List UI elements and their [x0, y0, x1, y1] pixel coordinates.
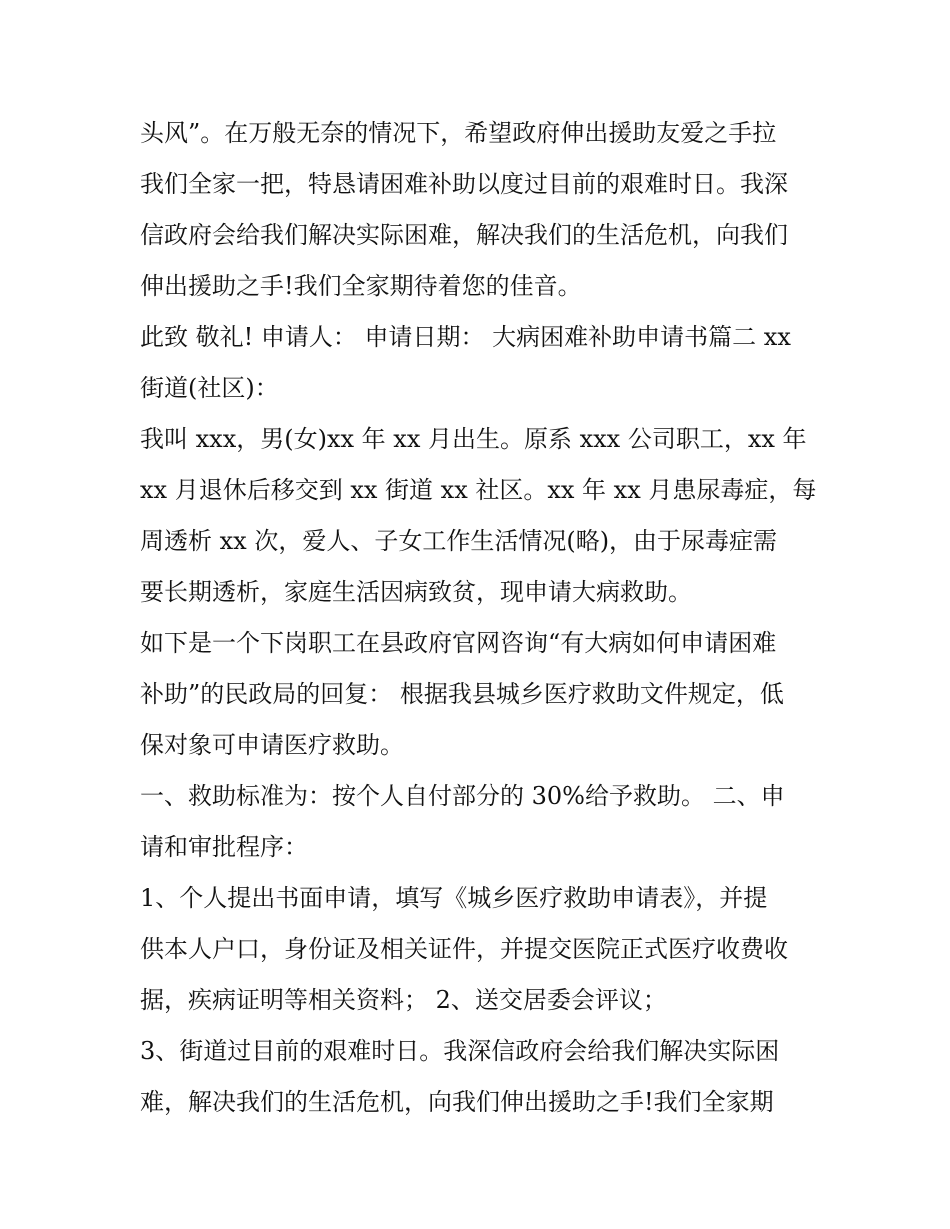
- text-line: 一、救助标准为：按个人自付部分的 30%给予救助。 二、申: [140, 782, 785, 810]
- text-line: 3、街道过目前的艰难时日。我深信政府会给我们解决实际困: [140, 1037, 780, 1065]
- text-line: 据，疾病证明等相关资料； 2、送交居委会评议；: [140, 986, 667, 1014]
- text-line: 街道(社区)：: [140, 374, 279, 402]
- text-line: xx 月退休后移交到 xx 街道 xx 社区。xx 年 xx 月患尿毒症，每: [140, 476, 817, 504]
- text-line: 伸出援助之手!我们全家期待着您的佳音。: [140, 272, 582, 300]
- text-line: 1、个人提出书面申请，填写《城乡医疗救助申请表》，并提: [140, 884, 768, 912]
- text-line: 我们全家一把，特恳请困难补助以度过目前的艰难时日。我深: [140, 170, 788, 198]
- text-line: 周透析 xx 次，爱人、子女工作生活情况(略)，由于尿毒症需: [140, 527, 778, 555]
- text-line: 信政府会给我们解决实际困难，解决我们的生活危机，向我们: [140, 221, 788, 249]
- text-line: 要长期透析，家庭生活因病致贫，现申请大病救助。: [140, 578, 692, 606]
- text-line: 供本人户口，身份证及相关证件，并提交医院正式医疗收费收: [140, 935, 788, 963]
- text-line: 如下是一个下岗职工在县政府官网咨询“有大病如何申请困难: [140, 629, 777, 657]
- text-line: 此致 敬礼! 申请人： 申请日期： 大病困难补助申请书篇二 xx: [140, 323, 791, 351]
- text-line: 我叫 xxx，男(女)xx 年 xx 月出生。原系 xxx 公司职工，xx 年: [140, 425, 807, 453]
- text-line: 请和审批程序：: [140, 833, 308, 861]
- text-line: 难，解决我们的生活危机，向我们伸出援助之手!我们全家期: [140, 1088, 774, 1116]
- document-body: [140, 108, 830, 1128]
- text-line: 补助”的民政局的回复： 根据我县城乡医疗救助文件规定，低: [140, 680, 784, 708]
- text-line: 头风”。在万般无奈的情况下，希望政府伸出援助友爱之手拉: [140, 119, 777, 147]
- text-line: 保对象可申请医疗救助。: [140, 731, 404, 759]
